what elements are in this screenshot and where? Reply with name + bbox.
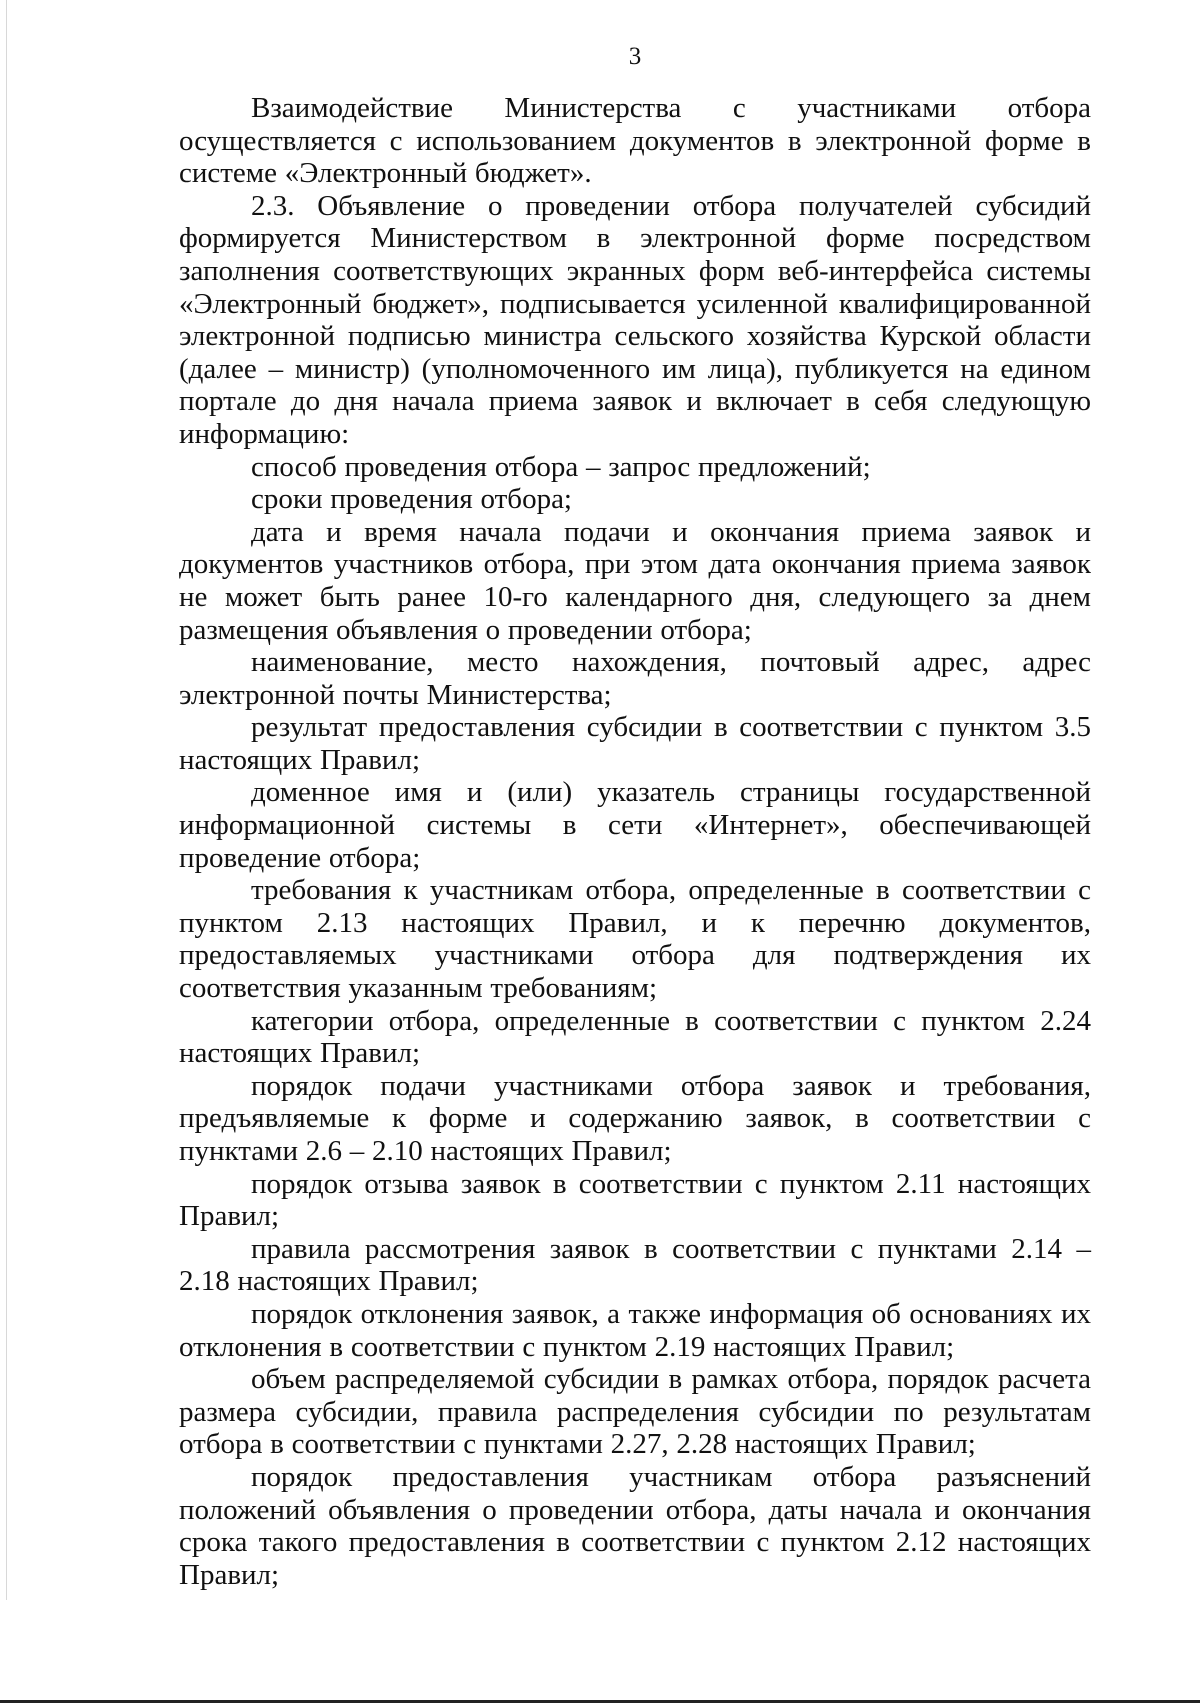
paragraph: Взаимодействие Министерства с участниками отбора осуществляется с использованием документов в электронной форме в системе «Электронный бюджет».: [179, 92, 1091, 190]
list-item: требования к участникам отбора, определенные в соответствии с пунктом 2.13 настоящих Правил, и к перечню документов, предоставляемых участниками отбора для подтверждения их соответствия указанным требованиям;: [179, 874, 1091, 1005]
list-item: наименование, место нахождения, почтовый адрес, адрес электронной почты Министерства;: [179, 646, 1091, 711]
list-item: дата и время начала подачи и окончания приема заявок и документов участников отбора, при этом дата окончания приема заявок не может быть ранее 10-го календарного дня, следующего за днем размещения объявления о проведении отбора;: [179, 515, 1091, 646]
list-item: правила рассмотрения заявок в соответствии с пунктами 2.14 – 2.18 настоящих Правил;: [179, 1232, 1091, 1298]
list-item: объем распределяемой субсидии в рамках отбора, порядок расчета размера субсидии, правила распределения субсидии по результатам отбора в соответствии с пунктами 2.27, 2.28 настоящих Правил;: [179, 1363, 1091, 1461]
list-item: порядок подачи участниками отбора заявок и требования, предъявляемые к форме и содержанию заявок, в соответствии с пунктами 2.6 – 2.10 настоящих Правил;: [179, 1069, 1091, 1167]
list-item: доменное имя и (или) указатель страницы государственной информационной системы в сети «Интернет», обеспечивающей проведение отбора;: [179, 776, 1091, 874]
list-item: способ проведения отбора – запрос предложений;: [251, 450, 871, 483]
list-item: порядок отклонения заявок, а также информация об основаниях их отклонения в соответствии с пунктом 2.19 настоящих Правил;: [179, 1297, 1091, 1363]
list-item: порядок предоставления участникам отбора разъяснений положений объявления о проведении отбора, даты начала и окончания срока такого предоставления в соответствии с пунктом 2.12 настоящих Правил;: [179, 1460, 1091, 1591]
document-body: [179, 92, 1091, 1591]
list-item: порядок отзыва заявок в соответствии с пунктом 2.11 настоящих Правил;: [179, 1167, 1091, 1233]
page-number: 3: [628, 43, 642, 70]
list-item: сроки проведения отбора;: [251, 483, 572, 516]
list-item: результат предоставления субсидии в соответствии с пунктом 3.5 настоящих Правил;: [179, 711, 1091, 776]
paragraph: 2.3. Объявление о проведении отбора получателей субсидий формируется Министерством в электронной форме посредством заполнения соответствующих экранных форм веб-интерфейса системы «Электронный бюджет», подписывается усиленной квалифицированной электронной подписью министра сельского хозяйства Курской области (далее – министр) (уполномоченного им лица), публикуется на едином портале до дня начала приема заявок и включает в себя следующую информацию:: [179, 189, 1091, 450]
scan-left-edge: [6, 0, 7, 1600]
list-item: категории отбора, определенные в соответствии с пунктом 2.24 настоящих Правил;: [179, 1004, 1091, 1070]
